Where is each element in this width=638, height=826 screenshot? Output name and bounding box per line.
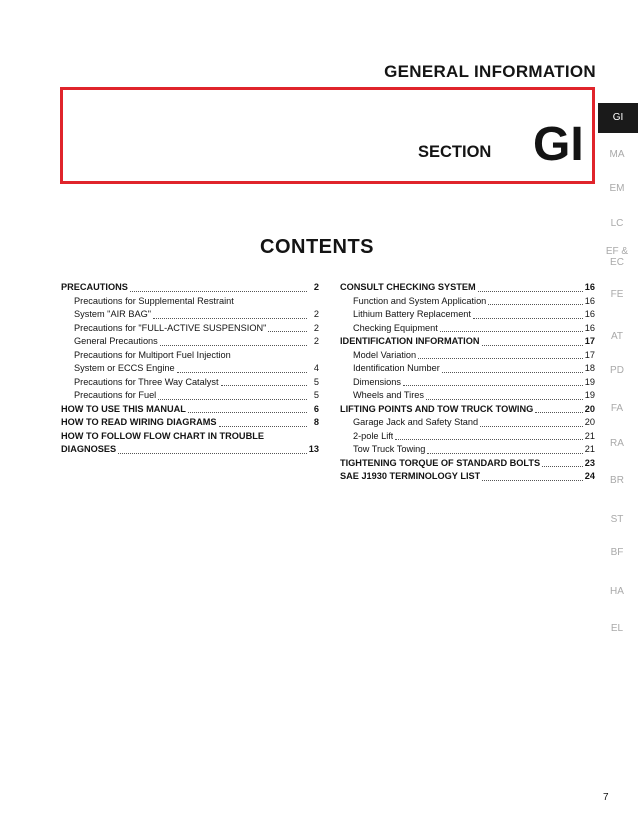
toc-entry[interactable] bbox=[61, 335, 319, 349]
toc-entry-title: Precautions for "FULL-ACTIVE SUSPENSION" bbox=[74, 322, 267, 333]
toc-leader-dots bbox=[440, 330, 583, 332]
toc-leader-dots bbox=[395, 438, 582, 440]
toc-entry[interactable] bbox=[340, 335, 595, 349]
toc-entry-title: Precautions for Multiport Fuel Injection bbox=[74, 349, 231, 360]
toc-leader-dots bbox=[480, 425, 583, 427]
section-tab-lc[interactable]: LC bbox=[610, 218, 624, 229]
toc-entry-page: 17 bbox=[584, 336, 595, 346]
toc-entry[interactable] bbox=[61, 416, 319, 430]
toc-entry-title: IDENTIFICATION INFORMATION bbox=[340, 336, 480, 346]
toc-entry-title: HOW TO FOLLOW FLOW CHART IN TROUBLE bbox=[61, 430, 264, 441]
toc-entry-page: 16 bbox=[584, 309, 595, 319]
toc-entry-title: Tow Truck Towing bbox=[353, 444, 426, 454]
toc-entry-title: DIAGNOSES bbox=[61, 444, 117, 454]
toc-entry-title: Precautions for Supplemental Restraint bbox=[74, 295, 234, 306]
section-tab-el[interactable]: EL bbox=[610, 623, 624, 634]
toc-left-column bbox=[61, 281, 319, 457]
toc-leader-dots bbox=[418, 357, 583, 359]
toc-leader-dots bbox=[221, 384, 307, 386]
section-tab-st[interactable]: ST bbox=[610, 514, 624, 525]
section-tab-em[interactable]: EM bbox=[609, 183, 625, 194]
toc-entry[interactable] bbox=[340, 443, 595, 457]
toc-entry-page: 16 bbox=[584, 295, 595, 306]
toc-entry-title: Model Variation bbox=[353, 349, 417, 360]
toc-entry-title: Precautions for Fuel bbox=[74, 390, 157, 400]
page-header-title: GENERAL INFORMATION bbox=[384, 62, 596, 81]
toc-leader-dots bbox=[535, 411, 583, 413]
section-tab-ma[interactable]: MA bbox=[609, 149, 625, 160]
toc-leader-dots bbox=[473, 317, 583, 319]
toc-entry-title: System or ECCS Engine bbox=[74, 363, 175, 373]
toc-entry[interactable] bbox=[340, 362, 595, 376]
toc-entry-page: 2 bbox=[313, 309, 319, 319]
toc-entry-page: 5 bbox=[313, 390, 319, 400]
toc-entry-page: 20 bbox=[584, 403, 595, 414]
toc-entry-title: SAE J1930 TERMINOLOGY LIST bbox=[340, 471, 481, 481]
toc-entry-page: 2 bbox=[313, 322, 319, 333]
toc-entry-page: 21 bbox=[584, 444, 595, 454]
toc-entry-title: CONSULT CHECKING SYSTEM bbox=[340, 282, 476, 292]
toc-entry[interactable] bbox=[340, 389, 595, 403]
toc-entry-page: 18 bbox=[584, 363, 595, 373]
toc-leader-dots bbox=[268, 330, 307, 332]
toc-entry-title: Lithium Battery Replacement bbox=[353, 309, 471, 319]
section-tab-fe[interactable]: FE bbox=[610, 289, 624, 300]
section-code: GI bbox=[533, 118, 584, 171]
contents-heading: CONTENTS bbox=[260, 236, 374, 258]
toc-entry-title: Dimensions bbox=[353, 376, 401, 387]
section-tab-ha[interactable]: HA bbox=[610, 586, 624, 597]
toc-entry-title: HOW TO READ WIRING DIAGRAMS bbox=[61, 417, 217, 427]
toc-right-column bbox=[340, 281, 595, 484]
toc-entry[interactable] bbox=[61, 322, 319, 336]
toc-leader-dots bbox=[442, 371, 583, 373]
toc-entry-page: 4 bbox=[313, 363, 319, 373]
section-tab-gi[interactable]: GI bbox=[598, 103, 638, 133]
toc-entry[interactable] bbox=[61, 403, 319, 417]
section-tab-ra[interactable]: RA bbox=[610, 438, 624, 449]
toc-entry[interactable] bbox=[340, 457, 595, 471]
toc-entry[interactable] bbox=[340, 295, 595, 309]
toc-entry[interactable] bbox=[61, 281, 319, 295]
toc-leader-dots bbox=[403, 384, 583, 386]
toc-leader-dots bbox=[219, 425, 307, 427]
toc-entry-page: 6 bbox=[313, 403, 319, 414]
toc-leader-dots bbox=[427, 452, 582, 454]
toc-entry[interactable] bbox=[340, 430, 595, 444]
toc-entry-page: 13 bbox=[308, 444, 319, 454]
toc-leader-dots bbox=[158, 398, 307, 400]
toc-entry-title: 2-pole Lift bbox=[353, 430, 394, 441]
toc-entry-title: HOW TO USE THIS MANUAL bbox=[61, 403, 186, 414]
toc-entry-title: Wheels and Tires bbox=[353, 390, 424, 400]
toc-entry-page: 8 bbox=[313, 417, 319, 427]
toc-leader-dots bbox=[188, 411, 307, 413]
toc-entry-title: Precautions for Three Way Catalyst bbox=[74, 376, 219, 387]
toc-entry-title: General Precautions bbox=[74, 336, 158, 346]
section-tab-fa[interactable]: FA bbox=[610, 403, 624, 414]
toc-entry-page: 19 bbox=[584, 390, 595, 400]
toc-entry[interactable] bbox=[61, 308, 319, 322]
toc-entry[interactable] bbox=[61, 443, 319, 457]
section-tab-br[interactable]: BR bbox=[610, 475, 624, 486]
toc-entry-title: Identification Number bbox=[353, 363, 440, 373]
toc-entry-title: PRECAUTIONS bbox=[61, 282, 128, 292]
toc-leader-dots bbox=[130, 290, 307, 292]
toc-entry-page: 5 bbox=[313, 376, 319, 387]
toc-entry[interactable] bbox=[61, 376, 319, 390]
toc-entry-title: Checking Equipment bbox=[353, 322, 438, 333]
toc-entry-title: Function and System Application bbox=[353, 295, 487, 306]
section-tab-bf[interactable]: BF bbox=[610, 547, 624, 558]
toc-entry-title: TIGHTENING TORQUE OF STANDARD BOLTS bbox=[340, 457, 541, 468]
toc-entry[interactable] bbox=[61, 362, 319, 376]
toc-entry-page: 20 bbox=[584, 417, 595, 427]
section-tab-ef-ec[interactable]: EF & EC bbox=[605, 246, 629, 268]
toc-leader-dots bbox=[177, 371, 307, 373]
toc-entry-page: 21 bbox=[584, 430, 595, 441]
toc-entry[interactable] bbox=[340, 308, 595, 322]
section-title-box bbox=[60, 87, 595, 184]
toc-entry-page: 23 bbox=[584, 457, 595, 468]
toc-entry-page: 2 bbox=[313, 282, 319, 292]
toc-leader-dots bbox=[482, 479, 583, 481]
section-label: SECTION bbox=[418, 143, 492, 161]
toc-leader-dots bbox=[542, 465, 583, 467]
toc-entry[interactable] bbox=[340, 403, 595, 417]
toc-leader-dots bbox=[478, 290, 583, 292]
toc-entry-page: 19 bbox=[584, 376, 595, 387]
toc-entry[interactable] bbox=[340, 281, 595, 295]
toc-entry[interactable] bbox=[340, 349, 595, 363]
toc-entry[interactable] bbox=[340, 416, 595, 430]
toc-entry-page: 2 bbox=[313, 336, 319, 346]
toc-entry[interactable] bbox=[340, 470, 595, 484]
page-number: 7 bbox=[603, 792, 609, 803]
toc-entry-title: System "AIR BAG" bbox=[74, 309, 151, 319]
toc-entry[interactable] bbox=[340, 322, 595, 336]
section-tab-pd[interactable]: PD bbox=[610, 365, 624, 376]
toc-entry[interactable] bbox=[61, 430, 319, 444]
toc-leader-dots bbox=[426, 398, 583, 400]
toc-leader-dots bbox=[153, 317, 307, 319]
section-tab-at[interactable]: AT bbox=[610, 331, 624, 342]
toc-leader-dots bbox=[160, 344, 307, 346]
toc-leader-dots bbox=[118, 452, 307, 454]
toc-entry[interactable] bbox=[61, 349, 319, 363]
toc-entry[interactable] bbox=[61, 389, 319, 403]
toc-entry-page: 24 bbox=[584, 471, 595, 481]
toc-entry-title: LIFTING POINTS AND TOW TRUCK TOWING bbox=[340, 403, 534, 414]
toc-entry-page: 17 bbox=[584, 349, 595, 360]
toc-entry-page: 16 bbox=[584, 322, 595, 333]
toc-entry-page: 16 bbox=[584, 282, 595, 292]
toc-entry-title: Garage Jack and Safety Stand bbox=[353, 417, 479, 427]
toc-leader-dots bbox=[482, 344, 583, 346]
toc-entry[interactable] bbox=[61, 295, 319, 309]
toc-leader-dots bbox=[488, 303, 582, 305]
toc-entry[interactable] bbox=[340, 376, 595, 390]
